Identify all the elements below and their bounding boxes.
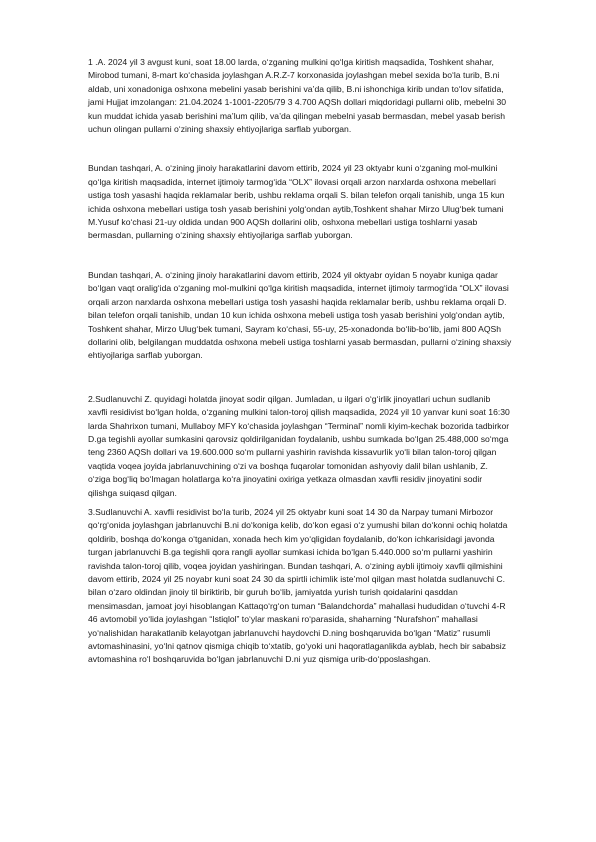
paragraph-3: Bundan tashqari, A. o‘zining jinoiy harakatlarini davom ettirib, 2024 yil oktyabr oyidan 5 noyabr kuniga qadar bo‘lgan vaqt oralig‘ida o‘zganing mol-mulkini qo‘lga kiritish maqsadida, internet ijtimoiy tarmog‘ida “OLX” ilovasi orqali arzon narxlarda oshxona mebellari ustiga tosh yasashi haqida reklamalar berib, ushbu reklama orqali D. bilan telefon orqali tanishib, undan 10 kun ichida oshxona mebeli ustiga tosh yasab berishini yolg‘ondan aytib, Toshkent shahar, Mirzo Ulug‘bek tumani, Sayram ko‘chasi, 55-uy, 25-xonadonda bo‘lib-bo‘lib, jami 800 AQSh dollarini olib, belgilangan muddatda oshxona mebeli ustiga toshlarni yasab bermasdan, pullarni o‘zining shaxsiy ehtiyojlariga sarflab yuborgan. bbox=[88, 269, 512, 361]
document-body bbox=[88, 56, 512, 667]
paragraph-4: 2.Sudlanuvchi Z. quyidagi holatda jinoyat sodir qilgan. Jumladan, u ilgari o‘g‘irlik jinoyatlari uchun sudlanib xavfli residivist bo‘lgan holda, o‘zganing mulkini talon-toroj qilish maqsadida, 2024 yil 10 yanvar kuni soat 16:30 larda Shahrixon tumani, Mullaboy MFY ko‘chasida joylashgan “Terminal” nomli kiyim-kechak bozorida tadbirkor D.ga tegishli ayollar sumkasini qarovsiz qoldirilganidan foydalanib, ushbu sumkada bo‘lgan 25.488,000 so‘mga teng 2360 AQSh dollari va 19.600.000 so‘m pullarni yashirin ravishda kissavurlik yo‘li bilan talon-toroj qilgan vaqtida voqea joyida jabrlanuvchining o‘zi va boshqa fuqarolar tomonidan ashyoviy dalil bilan ushlanib, Z. o‘ziga bog‘liq bo‘lmagan holatlarga ko‘ra jinoyatini oxiriga yetkaza olmasdan xavfli residiv jinoyatini sodir qilishga suiqasd qilgan. bbox=[88, 393, 510, 498]
paragraph-1: 1 .A. 2024 yil 3 avgust kuni, soat 18.00 larda, o‘zganing mulkini qo‘lga kiritish maqsadida, Toshkent shahar, Mirobod tumani, 8-mart ko‘chasida joylashgan A.R.Z-7 korxonasida joylashgan mebel sexida bo‘la turib, B.ni aldab, uni xonadoniga oshxona mebelini yasab berishini va’da qilib, B.ni ishonchiga kirib undan to‘lov sifatida, jami Hujjat imzolangan: 21.04.2024 1-1001-2205/79 3 4.700 AQSh dollari miqdoridagi pullarni olib, mebelni 30 kun muddat ichida yasab berishini ma’lum qilib, va’da qilingan mebelni yasab bermasdan, mebel yasab berish uchun olingan pullarni o‘zining shaxsiy ehtiyojlariga sarflab yuborgan. bbox=[88, 57, 507, 135]
paragraph-2: Bundan tashqari, A. o‘zining jinoiy harakatlarini davom ettirib, 2024 yil 23 oktyabr kuni o‘zganing mol-mulkini qo‘lga kiritish maqsadida, internet ijtimoiy tarmog‘ida “OLX” ilovasi orqali arzon narxlarda oshxona mebellari ustiga tosh yasashi haqida reklamalar berib, ushbu reklama orqali S. bilan telefon orqali tanishib, unga 15 kun ichida oshxona mebellari ustiga tosh yasab berishini yolg‘ondan aytib,Toshkent shahar Mirzo Ulug‘bek tumani M.Yusuf ko‘chasi 21-uy oldida undan 900 AQSh dollarini olib, oshxona mebellari ustiga toshlarni yasab bermasdan, pullarning o‘zining shaxsiy ehtiyojlariga sarflab yuborgan. bbox=[88, 163, 505, 241]
paragraph-5: 3.Sudlanuvchi A. xavfli residivist bo‘la turib, 2024 yil 25 oktyabr kuni soat 14 30 da Narpay tumani Mirbozor qo‘rg‘onida joylashgan jabrlanuvchi B.ni do‘koniga kelib, do‘kon egasi o‘z yumushi bilan do‘konni ochiq holatda qoldirib, boshqa do‘konga o‘tganidan, xonada hech kim yo‘qligidan foydalanib, do‘kon ichkarisidagi javonda turgan jabrlanuvchi B.ga tegishli qora rangli ayollar sumkasi ichida bo‘lgan 5.440.000 so‘m pullarni yashirin ravishda talon-toroj qilib, voqea joyidan yashiringan. Bundan tashqari, A. o‘zining aybli ijtimoiy xavfli qilmishini davom ettirib, 2024 yil 25 noyabr kuni soat 24 30 da spirtli ichimlik iste’mol qilgan mast holatda sudlanuvchi C. bilan o‘zaro oldindan jinoiy til biriktirib, bir guruh bo‘lib, jamiyatda yurish turish qoidalarini qasddan mensimasdan, jamoat joyi hisoblangan Kattaqo‘rg‘on tuman “Balandchorda” mahallasi hududidan o‘tuvchi 4-R 46 avtomobil yo‘lida joylashgan “Istiqlol” to‘ylar maskani ro‘parasida, shaharning “Nurafshon” mahallasi yo‘nalishidan harakatlanib kelayotgan jabrlanuvchi haydovchi D.ning boshqaruvida bo‘lgan “Matiz” rusumli avtomashinasini, yo‘lni qatnov qismiga chiqib to‘xtatib, go‘yoki uni haqoratlaganlikda ayblab, hech bir sababsiz avtomashina ro‘l boshqaruvida bo‘lgan jabrlanuvchi D.ni yuz qismiga urib-do‘pposlashgan. bbox=[88, 506, 508, 665]
